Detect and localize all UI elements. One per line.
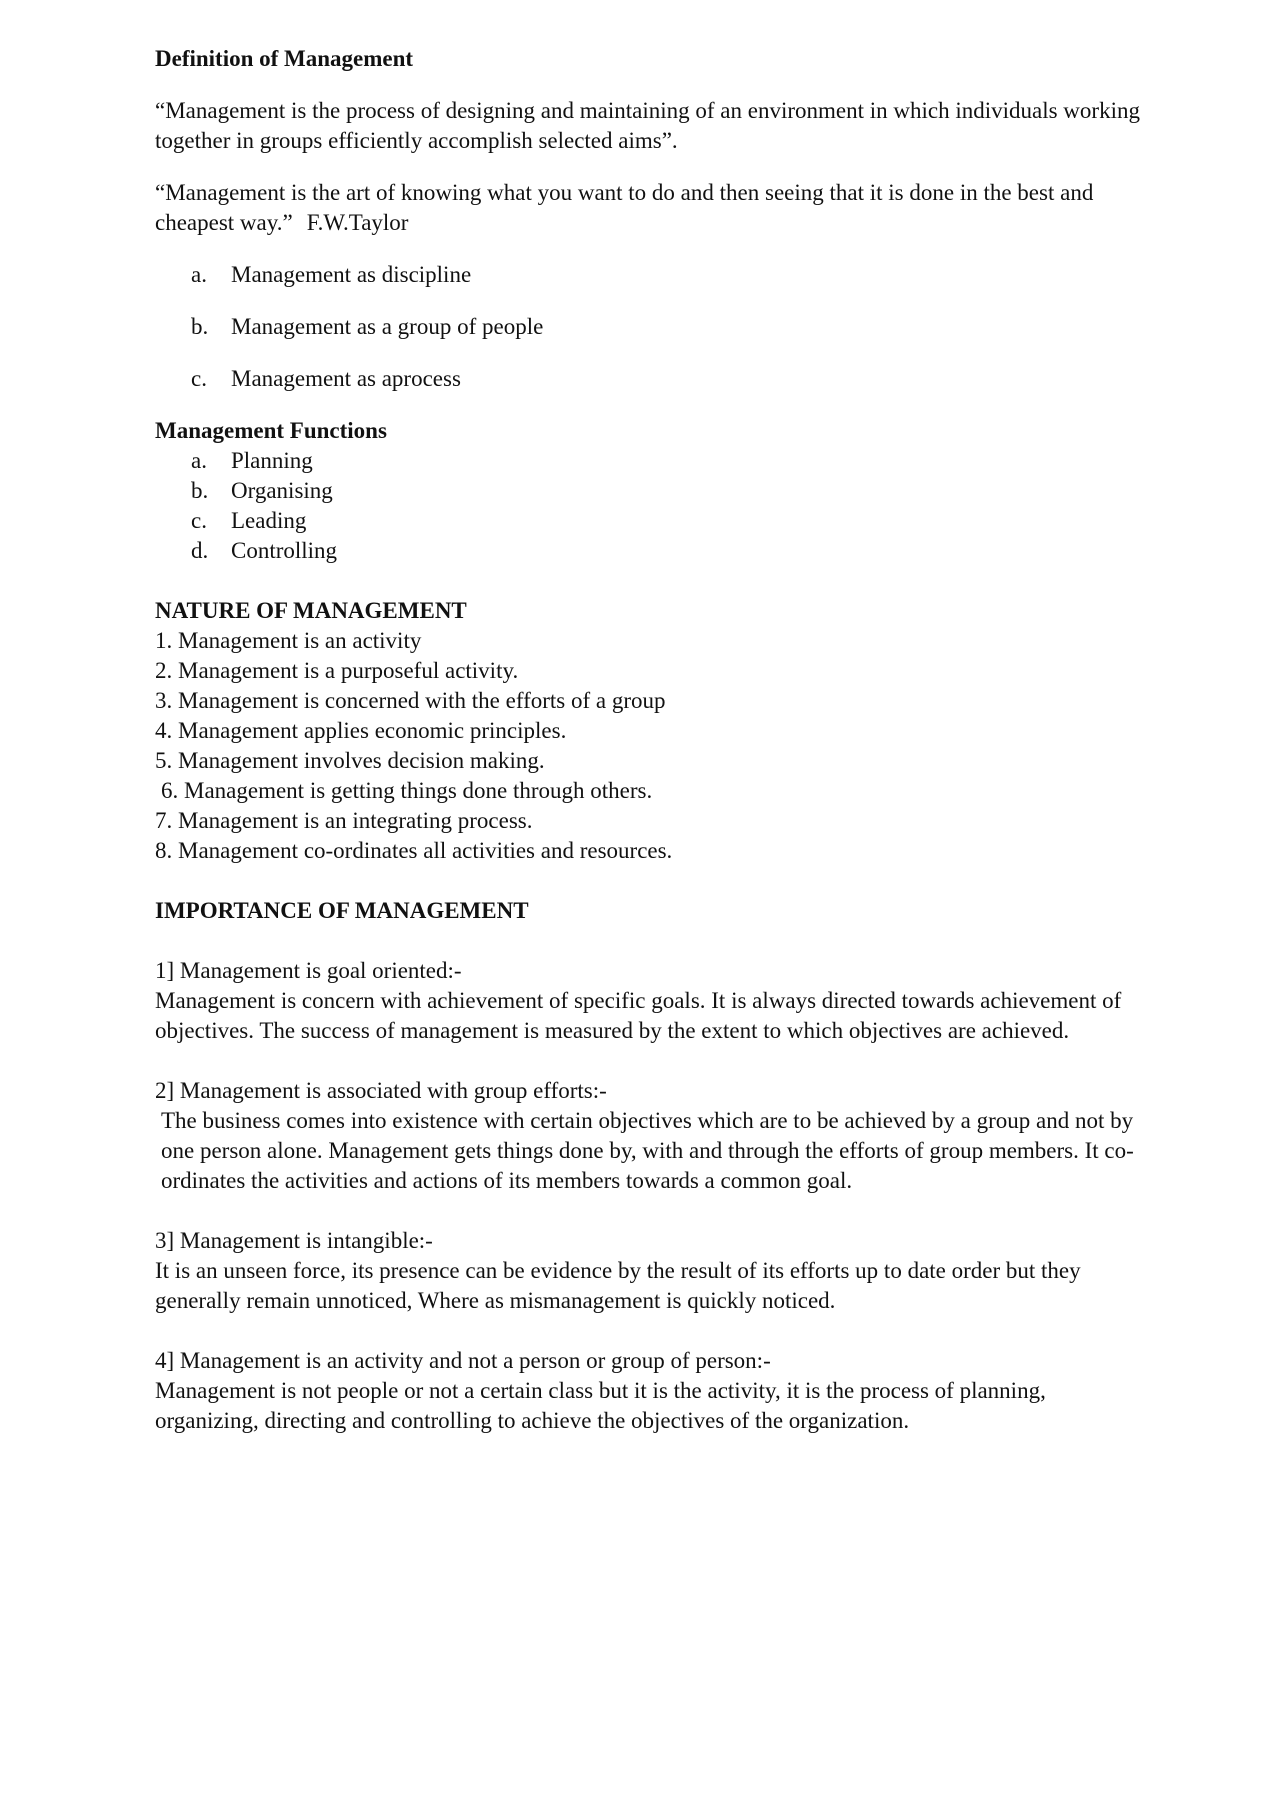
importance-heading: IMPORTANCE OF MANAGEMENT: [155, 898, 529, 923]
list-item: [155, 260, 1145, 290]
importance-point-heading: 4] Management is an activity and not a person or group of person:-: [155, 1348, 771, 1373]
list-item: [155, 446, 1145, 476]
nature-list: [155, 626, 1145, 866]
list-item: [155, 506, 1145, 536]
nature-item: 5. Management involves decision making.: [155, 748, 545, 773]
list-marker: b.: [191, 314, 209, 339]
importance-point-body: Management is concern with achievement of specific goals. It is always directed towards achievement of objectives. The success of management is measured by the extent to which objectives are achieved.: [155, 988, 1122, 1043]
list-item-text: Management as discipline: [231, 262, 472, 287]
list-marker: c.: [191, 508, 207, 533]
list-marker: d.: [191, 538, 209, 563]
importance-point-1: [155, 956, 1145, 1046]
nature-item: 1. Management is an activity: [155, 628, 422, 653]
nature-item: 6. Management is getting things done through others.: [161, 778, 653, 803]
list-item-text: Management as aprocess: [231, 366, 461, 391]
list-item: [155, 476, 1145, 506]
functions-heading: Management Functions: [155, 418, 387, 443]
definition-heading: Definition of Management: [155, 46, 414, 71]
importance-point-4: [155, 1346, 1145, 1436]
list-item: [155, 312, 1145, 342]
definition-aspects-list: [155, 260, 1145, 394]
definition-quote-2-text: “Management is the art of knowing what you want to do and then seeing that it is done in the best and cheapest way.”: [155, 180, 1094, 235]
importance-point-3: [155, 1226, 1145, 1316]
list-item-text: Organising: [231, 478, 333, 503]
list-item-text: Controlling: [231, 538, 338, 563]
list-item: [155, 364, 1145, 394]
nature-item: 2. Management is a purposeful activity.: [155, 658, 519, 683]
list-item: [155, 536, 1145, 566]
functions-list: [155, 446, 1145, 566]
definition-quote-2-author: F.W.Taylor: [306, 210, 409, 235]
list-marker: b.: [191, 478, 209, 503]
nature-item: 7. Management is an integrating process.: [155, 808, 533, 833]
document-page: [155, 44, 1145, 1436]
nature-item: 8. Management co-ordinates all activities and resources.: [155, 838, 673, 863]
importance-point-heading: 2] Management is associated with group efforts:-: [155, 1078, 607, 1103]
list-marker: c.: [191, 366, 207, 391]
importance-point-body: Management is not people or not a certain class but it is the activity, it is the process of planning, organizing, directing and controlling to achieve the objectives of the organization.: [155, 1378, 1046, 1433]
definition-quote-2: [155, 178, 1145, 238]
list-marker: a.: [191, 262, 207, 287]
nature-item: 4. Management applies economic principles.: [155, 718, 567, 743]
importance-point-body: It is an unseen force, its presence can be evidence by the result of its efforts up to date order but they generally remain unnoticed, Where as mismanagement is quickly noticed.: [155, 1258, 1081, 1313]
list-item-text: Leading: [231, 508, 307, 533]
importance-point-heading: 3] Management is intangible:-: [155, 1228, 433, 1253]
list-item-text: Management as a group of people: [231, 314, 544, 339]
nature-heading: NATURE OF MANAGEMENT: [155, 598, 467, 623]
importance-point-body: The business comes into existence with certain objectives which are to be achieved by a group and not by one person alone. Management gets things done by, with and through the efforts of group members. It co-ordinates the activities and actions of its members towards a common goal.: [161, 1108, 1134, 1193]
definition-quote-1: “Management is the process of designing and maintaining of an environment in which individuals working together in groups efficiently accomplish selected aims”.: [155, 98, 1140, 153]
list-marker: a.: [191, 448, 207, 473]
importance-point-2: [155, 1076, 1145, 1196]
importance-point-heading: 1] Management is goal oriented:-: [155, 958, 462, 983]
list-item-text: Planning: [231, 448, 313, 473]
nature-item: 3. Management is concerned with the efforts of a group: [155, 688, 666, 713]
